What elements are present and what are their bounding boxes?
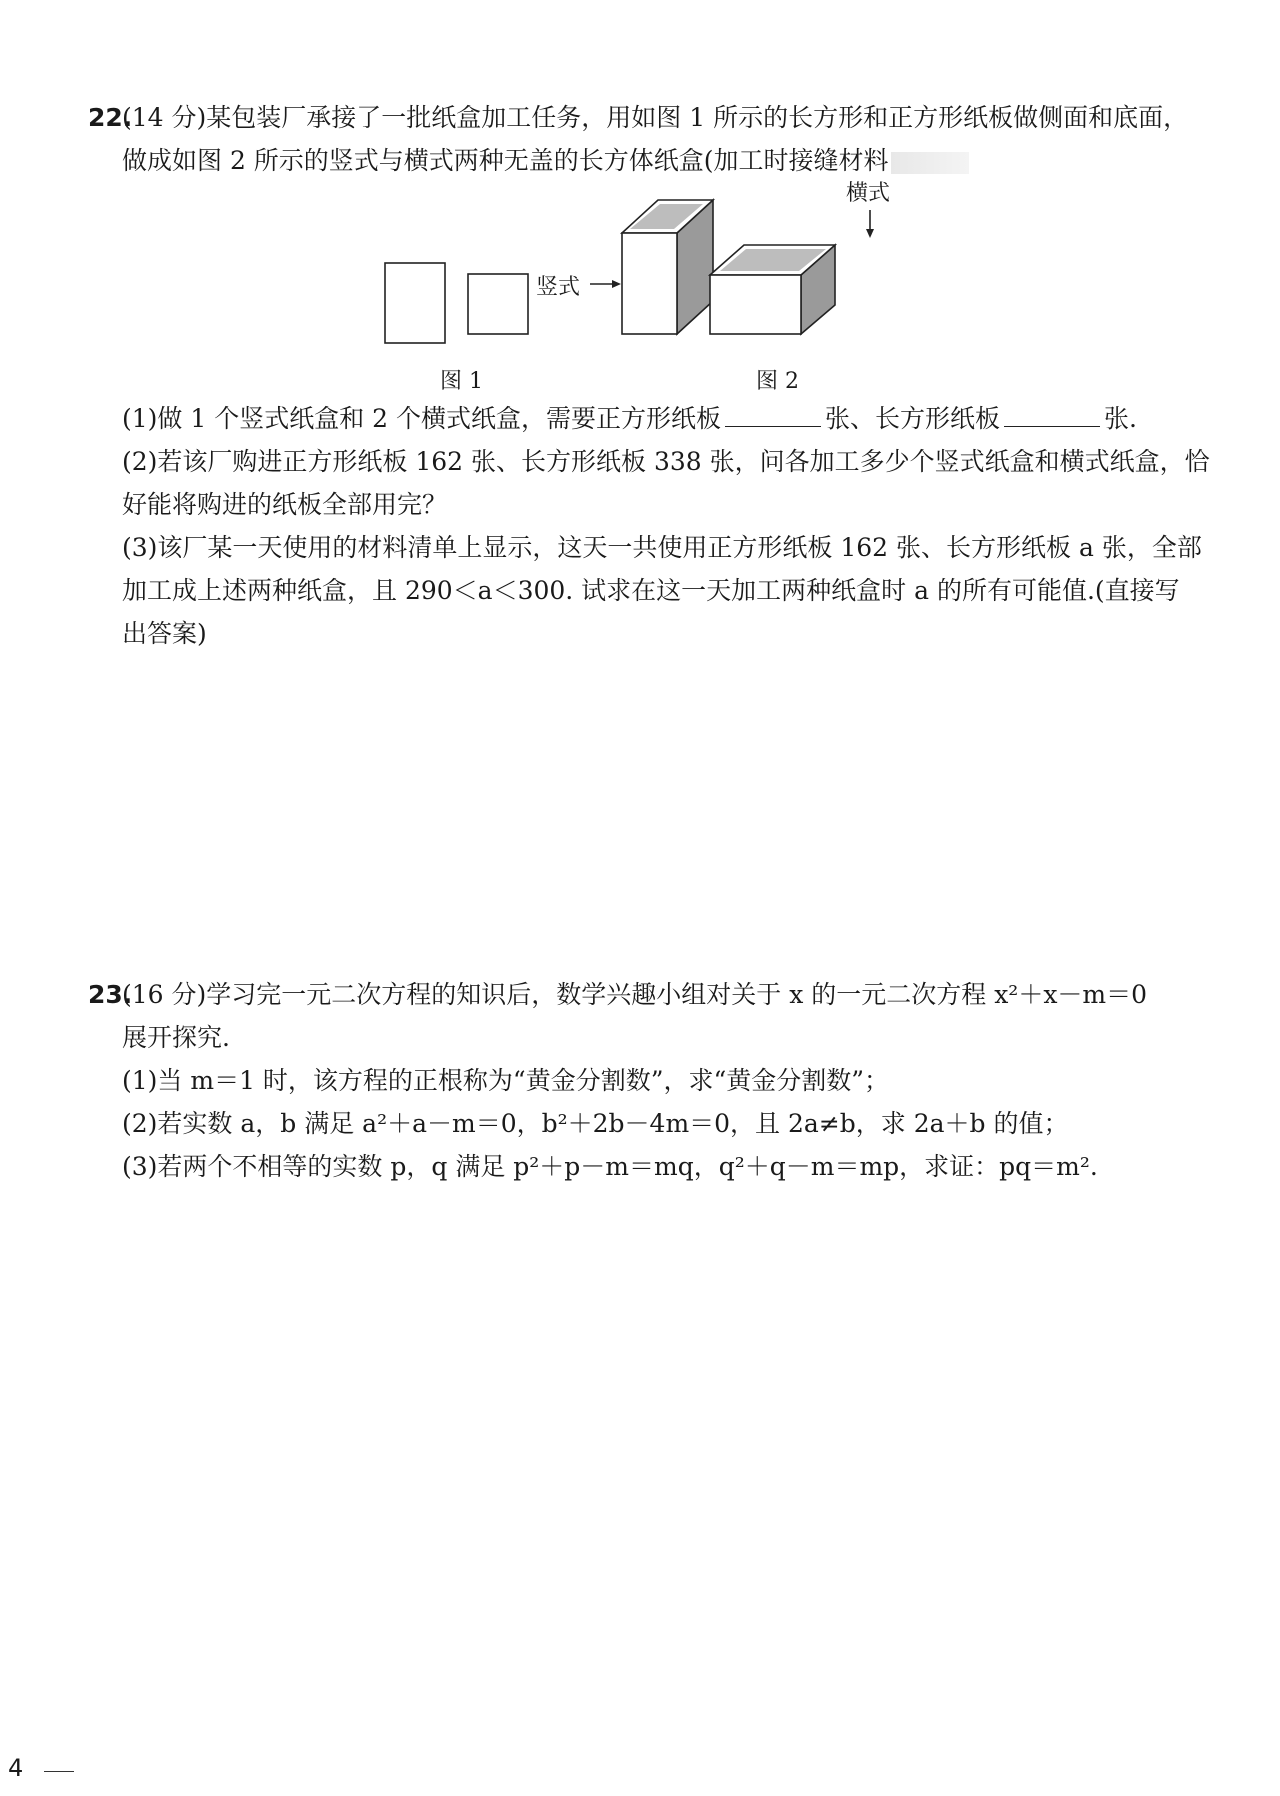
question-23 [88,973,1208,1188]
q23-text-line1: (16 分)学习完一元二次方程的知识后，数学兴趣小组对关于 x 的一元二次方程 x²＋x－m＝0 [122,980,1148,1009]
rectangle-board [385,263,445,343]
vertical-box [622,200,713,334]
label-shu: 竖式 [536,275,581,300]
q22-number: 22. [88,103,133,132]
arrow-heng-head [866,229,874,238]
q23-part1: (1)当 m＝1 时，该方程的正根称为“黄金分割数”，求“黄金分割数”； [122,1066,890,1095]
q22-part1 [88,397,1208,440]
q22-part3-line1: (3)该厂某一天使用的材料清单上显示，这天一共使用正方形纸板 162 张、长方形纸板 a 张，全部 [122,533,1202,562]
q22-part1-text-c: 张. [1104,404,1137,433]
q23-intro-line2: 展开探究. [122,1023,230,1052]
q22-part3-line3: 出答案) [122,619,207,648]
q22-figure [380,182,960,392]
q22-text-line1: (14 分)某包装厂承接了一批纸盒加工任务，用如图 1 所示的长方形和正方形纸板做侧面和底面， [122,103,1189,132]
page-number: 4 [8,1754,24,1782]
caption-fig2: 图 2 [756,369,799,394]
q22-parts [88,397,1208,655]
q23-number: 23. [88,980,133,1009]
arrow-shu-head [612,280,621,288]
q22-part1-text-b: 张、长方形纸板 [825,404,1001,433]
q22-part1-text-a: (1)做 1 个竖式纸盒和 2 个横式纸盒，需要正方形纸板 [122,404,722,433]
q22-part3-line2: 加工成上述两种纸盒，且 290＜a＜300. 试求在这一天加工两种纸盒时 a 的所有可能值.(直接写 [122,576,1180,605]
q22-intro-line2 [88,139,1208,182]
box-diagram [380,182,960,392]
caption-fig1: 图 1 [440,369,483,394]
square-board [468,274,528,334]
q23-intro-line1 [88,973,1208,1016]
q22-intro-line1 [88,96,1208,139]
page-number-rule [44,1771,74,1772]
q23-part2: (2)若实数 a，b 满足 a²＋a－m＝0，b²＋2b－4m＝0，且 2a≠b，求 2a＋b 的值； [122,1109,1069,1138]
question-22 [88,96,1208,182]
q22-text-line2: 做成如图 2 所示的竖式与横式两种无盖的长方体纸盒(加工时接缝材料 [122,146,889,175]
obscured-text [891,152,969,174]
answer-blank-rectangle[interactable] [1004,400,1100,427]
q22-part2-line2: 好能将购进的纸板全部用完？ [122,490,448,519]
horizontal-box [710,245,835,334]
q22-part2-line1: (2)若该厂购进正方形纸板 162 张、长方形纸板 338 张，问各加工多少个竖式纸盒和横式纸盒，恰 [122,447,1210,476]
answer-blank-square[interactable] [725,400,821,427]
q23-part3: (3)若两个不相等的实数 p，q 满足 p²＋p－m＝mq，q²＋q－m＝mp，求证：pq＝m². [122,1152,1098,1181]
label-heng: 横式 [846,181,891,206]
